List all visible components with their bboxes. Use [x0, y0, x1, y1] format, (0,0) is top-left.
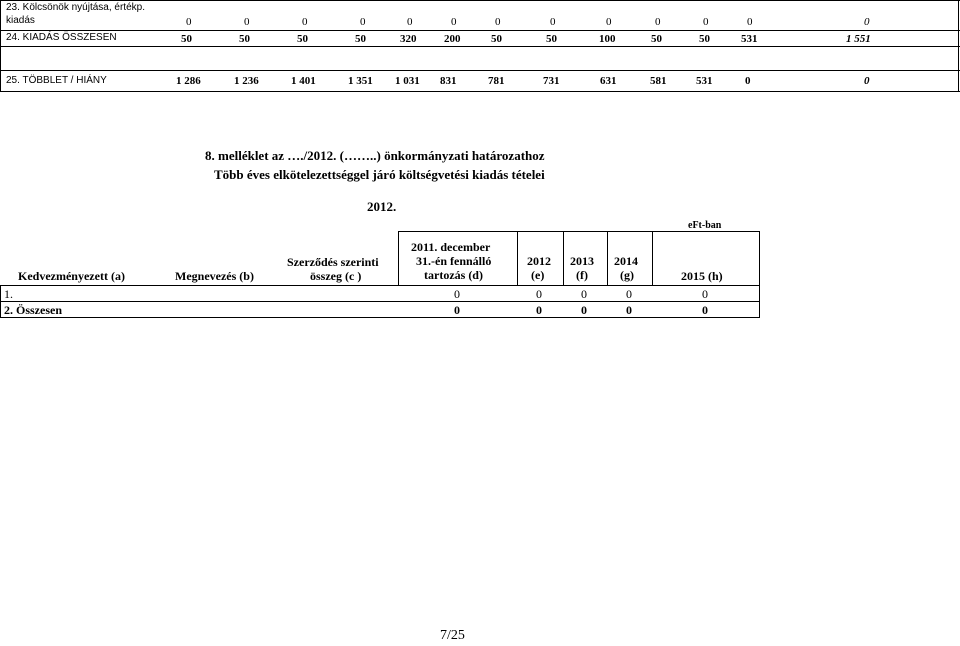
- page-number: 7/25: [440, 628, 465, 643]
- value-cell: 0: [407, 16, 413, 28]
- value-cell: 0: [186, 16, 192, 28]
- value-cell: 0: [703, 16, 709, 28]
- value-cell: 0: [702, 287, 708, 301]
- value-cell: 50: [491, 33, 502, 45]
- value-cell: 320: [400, 33, 417, 45]
- column-header-debt: tartozás (d): [424, 268, 483, 282]
- value-cell: 1 351: [348, 75, 373, 87]
- column-header-2013: (f): [576, 268, 588, 282]
- value-cell: 50: [699, 33, 710, 45]
- value-cell: 0: [536, 287, 542, 301]
- column-header-2012: 2012: [527, 254, 551, 268]
- total-cell: 1 551: [846, 33, 871, 45]
- year-label: 2012.: [367, 199, 397, 214]
- column-header-2012: (e): [531, 268, 545, 282]
- value-cell: 50: [355, 33, 366, 45]
- value-cell: 0: [454, 303, 460, 317]
- value-cell: 781: [488, 75, 505, 87]
- column-header-debt: 2011. december: [411, 240, 491, 254]
- column-header-name: Megnevezés (b): [175, 269, 254, 283]
- value-cell: 0: [360, 16, 366, 28]
- value-cell: 0: [655, 16, 661, 28]
- value-cell: 200: [444, 33, 461, 45]
- value-cell: 0: [451, 16, 457, 28]
- value-cell: 0: [606, 16, 612, 28]
- value-cell: 631: [600, 75, 617, 87]
- row-label: 25. TÖBBLET / HIÁNY: [6, 75, 107, 86]
- row-label: 1.: [4, 287, 13, 301]
- column-header-2015: 2015 (h): [681, 269, 723, 283]
- total-cell: 0: [864, 16, 870, 28]
- annex-title: 8. melléklet az …./2012. (……..) önkormányzati határozathoz: [205, 148, 545, 163]
- value-cell: 531: [741, 33, 758, 45]
- value-cell: 0: [747, 16, 753, 28]
- value-cell: 0: [702, 303, 708, 317]
- value-cell: 0: [495, 16, 501, 28]
- value-cell: 0: [536, 303, 542, 317]
- value-cell: 531: [696, 75, 713, 87]
- value-cell: 0: [454, 287, 460, 301]
- value-cell: 1 401: [291, 75, 316, 87]
- value-cell: 50: [181, 33, 192, 45]
- value-cell: 831: [440, 75, 457, 87]
- value-cell: 0: [745, 75, 751, 87]
- total-cell: 0: [864, 75, 870, 87]
- value-cell: 731: [543, 75, 560, 87]
- value-cell: 1 236: [234, 75, 259, 87]
- value-cell: 581: [650, 75, 667, 87]
- value-cell: 50: [546, 33, 557, 45]
- column-header-2013: 2013: [570, 254, 594, 268]
- row-label: 24. KIADÁS ÖSSZESEN: [6, 32, 117, 43]
- column-header-2014: 2014: [614, 254, 638, 268]
- column-header-2014: (g): [620, 268, 634, 282]
- unit-label: eFt-ban: [688, 220, 722, 231]
- column-header-debt: 31.-én fennálló: [416, 254, 492, 268]
- annex-subtitle: Több éves elkötelezettséggel járó költségvetési kiadás tételei: [214, 167, 545, 182]
- value-cell: 0: [581, 303, 587, 317]
- value-cell: 50: [239, 33, 250, 45]
- column-header-contract: összeg (c ): [310, 269, 362, 283]
- value-cell: 50: [297, 33, 308, 45]
- row-label: kiadás: [6, 15, 35, 26]
- value-cell: 0: [550, 16, 556, 28]
- value-cell: 0: [244, 16, 250, 28]
- value-cell: 50: [651, 33, 662, 45]
- budget-summary-table: [0, 0, 960, 92]
- column-header-contract: Szerződés szerinti: [287, 255, 379, 269]
- value-cell: 0: [626, 287, 632, 301]
- row-label: 2. Összesen: [4, 303, 62, 317]
- value-cell: 0: [302, 16, 308, 28]
- row-label: 23. Kölcsönök nyújtása, értékp.: [6, 2, 145, 13]
- value-cell: 1 031: [395, 75, 420, 87]
- value-cell: 100: [599, 33, 616, 45]
- value-cell: 0: [626, 303, 632, 317]
- value-cell: 1 286: [176, 75, 201, 87]
- column-header-beneficiary: Kedvezményezett (a): [18, 269, 125, 283]
- value-cell: 0: [581, 287, 587, 301]
